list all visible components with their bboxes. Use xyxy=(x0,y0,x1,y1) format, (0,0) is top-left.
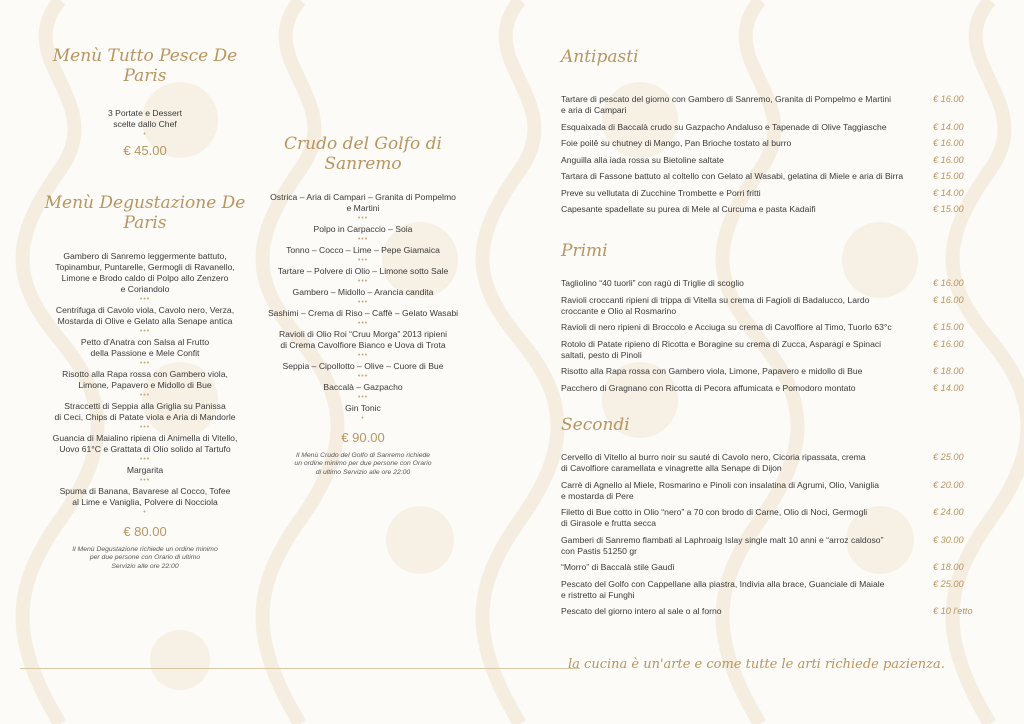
menu-item-description xyxy=(561,579,916,601)
menu-item-line: Tagliolino “40 tuorli” con ragù di Triglie di scoglio xyxy=(561,278,744,288)
separator-dots: ••• xyxy=(357,215,369,222)
crudo-price: € 90.00 xyxy=(341,430,385,445)
crudo-item: Tartare – Polvere di Olio – Limone sotto Sale xyxy=(277,266,449,276)
degustazione-item: Guancia di Maialino ripiena di Animella di Vitello, Uovo 61°C e Grattata di Olio solido al Tartufo xyxy=(52,433,238,454)
menu-item-line: Pacchero di Gragnano con Ricotta di Pecora affumicata e Pomodoro montato xyxy=(561,382,856,393)
menu-item-description xyxy=(561,383,916,394)
separator-dots: ••• xyxy=(357,278,369,285)
menu-item-price: € 16.00 xyxy=(933,138,964,148)
menu-item-price: € 15.00 xyxy=(933,204,964,214)
secondi-title: Secondi xyxy=(561,415,630,435)
degustazione-price: € 80.00 xyxy=(123,524,167,539)
menu-item-line: di Cavolfiore caramellata e vinagrette alla Senape di Dijon xyxy=(561,463,782,473)
crudo-item: Seppia – Cipollotto – Olive – Cuore di Bue xyxy=(282,361,444,371)
menu-item-description xyxy=(561,94,916,116)
menu-item-price: € 15.00 xyxy=(933,322,964,332)
menu-degustazione xyxy=(40,193,250,571)
menu-item-description xyxy=(561,366,916,377)
footer-divider xyxy=(20,668,580,669)
menu-item-description xyxy=(561,171,916,182)
menu-item-price: € 24.00 xyxy=(933,507,964,517)
menu-item-description xyxy=(561,606,916,617)
menu-item-line: Cervello di Vitello al burro noir su sauté di Cavolo nero, Cicoria ripassata, crema xyxy=(561,452,866,462)
menu-item-line: Ravioli di nero ripieni di Broccolo e Acciuga su crema di Cavolfiore al Timo, Tuorlo 63°c xyxy=(561,322,892,332)
menu-item-price: € 16.00 xyxy=(933,278,964,288)
menu-item-description xyxy=(561,278,916,289)
menu-item-price: € 30.00 xyxy=(933,534,964,545)
menu-item-price: € 18.00 xyxy=(933,562,964,572)
menu-item-line: Tartare di pescato del giorno con Gambero di Sanremo, Granita di Pompelmo e Martini xyxy=(561,94,892,104)
menu-item-line: Esquaixada di Baccalà crudo su Gazpacho Andaluso e Tapenade di Olive Taggiasche xyxy=(561,121,887,132)
menu-item-line: Foie poilê su chutney di Mango, Pan Brioche tostato al burro xyxy=(561,138,792,148)
menu-item-line: Gamberi di Sanremo flambati al Laphroaig Islay single malt 10 anni e “arroz caldoso” xyxy=(561,534,884,545)
degustazione-item: Spuma di Banana, Bavarese al Cocco, Tofee al Lime e Vaniglia, Polvere di Nocciola xyxy=(59,486,231,507)
menu-item-description xyxy=(561,122,916,133)
menu-item-price: € 14.00 xyxy=(933,121,964,132)
menu-item-description xyxy=(561,452,916,474)
separator-dots: ••• xyxy=(139,328,151,335)
separator-dots: ••• xyxy=(357,320,369,327)
degustazione-item: Straccetti di Seppia alla Griglia su Panissa di Ceci, Chips di Patate viola e Aria di Mandorle xyxy=(54,401,236,422)
degustazione-item: Petto d'Anatra con Salsa al Frutto della Passione e Mele Confit xyxy=(80,337,210,358)
degustazione-note: Il Menù Degustazione richiede un ordine minimo per due persone con Orario di ultimo Servizio alle ore 22:00 xyxy=(72,546,218,570)
menu-item-line: croccante e Olio al Rosmarino xyxy=(561,305,677,316)
crudo-item: Tonno – Cocco – Lime – Pepe Giamaica xyxy=(286,245,440,255)
menu-item-line: Anguilla alla iada rossa su Bietoline saltate xyxy=(561,154,724,165)
menu-item-description xyxy=(561,507,916,529)
degustazione-item: Risotto alla Rapa rossa con Gambero viola, Limone, Papavero e Midollo di Bue xyxy=(62,369,228,390)
menu-item-line: Tartara di Fassone battuto al coltello con Gelato al Wasabi, gelatina di Miele e aria di Birra xyxy=(561,171,904,181)
menu-item-description xyxy=(561,155,916,166)
menu-item-price: € 25.00 xyxy=(933,452,964,462)
menu-item-line: e mostarda di Pere xyxy=(561,490,634,501)
degustazione-title: Menù Degustazione De Paris xyxy=(44,193,246,233)
crudo-item: Baccalà – Gazpacho xyxy=(323,382,403,392)
separator-dots: ••• xyxy=(139,296,151,303)
separator-dots: ••• xyxy=(357,299,369,306)
menu-item-price: € 14.00 xyxy=(933,382,964,393)
separator-dots: ••• xyxy=(357,257,369,264)
menu-item-description xyxy=(561,138,916,149)
separator-dot: • xyxy=(143,509,147,516)
separator-dots: ••• xyxy=(357,373,369,380)
separator-dots: ••• xyxy=(139,477,151,484)
separator-dots: ••• xyxy=(139,360,151,367)
menu-item-price: € 25.00 xyxy=(933,578,964,589)
menu-item-line: e ristretto ai Funghi xyxy=(561,589,635,600)
separator-dots: ••• xyxy=(139,424,151,431)
menu-item-description xyxy=(561,322,916,333)
menu-item-line: “Morro” di Baccalà stile Gaudì xyxy=(561,562,675,572)
antipasti-title: Antipasti xyxy=(561,47,639,67)
menu-item-description xyxy=(561,339,916,361)
degustazione-item: Gambero di Sanremo leggermente battuto, Topinambur, Puntarelle, Germogli di Ravanello, Limone e Brodo caldo di Polpo allo Zenzero e Coriandolo xyxy=(55,251,235,294)
menu-item-line: Risotto alla Rapa rossa con Gambero viola, Limone, Papavero e midollo di Bue xyxy=(561,366,863,376)
crudo-item: Gambero – Midollo – Arancia candita xyxy=(292,287,434,297)
degustazione-item: Margarita xyxy=(126,465,164,475)
separator-dots: ••• xyxy=(139,456,151,463)
menu-item-description xyxy=(561,535,916,557)
separator-dots: ••• xyxy=(139,392,151,399)
crudo-item: Sashimi – Crema di Riso – Caffè – Gelato Wasabi xyxy=(267,308,459,318)
menu-item-price: € 20.00 xyxy=(933,479,964,490)
separator-dots: ••• xyxy=(357,394,369,401)
menu-crudo xyxy=(258,134,468,477)
menu-item-description xyxy=(561,295,916,317)
crudo-item: Ostrica – Aria di Campari – Granita di Pompelmo e Martini xyxy=(270,192,456,213)
menu-item-line: e aria di Campari xyxy=(561,105,627,115)
separator-dot: • xyxy=(143,131,147,138)
menu-item-line: Preve su vellutata di Zucchine Trombette e Porri fritti xyxy=(561,187,761,198)
carta-section xyxy=(561,0,981,724)
menu-tutto-pesce xyxy=(50,46,240,159)
menu-item-price: € 16.00 xyxy=(933,94,964,104)
separator-dot: • xyxy=(361,415,365,422)
menu-item-price: € 16.00 xyxy=(933,338,964,349)
menu-item-line: Capesante spadellate su purea di Mele al Curcuma e pasta Kadaifi xyxy=(561,204,816,214)
separator-dots: ••• xyxy=(357,352,369,359)
menu-item-line: Rotolo di Patate ripieno di Ricotta e Boragine su crema di Zucca, Asparagi e Spinaci xyxy=(561,338,882,349)
tutto-pesce-line-2: scelte dallo Chef xyxy=(113,119,177,129)
menu-item-description xyxy=(561,188,916,199)
menu-item-price: € 18.00 xyxy=(933,366,964,376)
crudo-note: Il Menù Crudo del Golfo di Sanremo richiede un ordine minimo per due persone con Orario di ultimo Servizio alle ore 22:00 xyxy=(294,452,432,476)
menu-item-line: con Pastis 51250 gr xyxy=(561,545,637,556)
menu-item-line: Ravioli croccanti ripieni di trippa di Vitella su crema di Fagioli di Badalucco, Lardo xyxy=(561,294,870,305)
tutto-pesce-line-1: 3 Portate e Dessert xyxy=(107,108,183,118)
tutto-pesce-price: € 45.00 xyxy=(123,143,167,158)
primi-title: Primi xyxy=(561,241,608,261)
menu-item-line: Carrè di Agnello al Miele, Rosmarino e Pinoli con insalatina di Agrumi, Olio, Vaniglia xyxy=(561,479,879,490)
separator-dots: ••• xyxy=(357,236,369,243)
degustazione-item: Centrifuga di Cavolo viola, Cavolo nero, Verza, Mostarda di Olive e Gelato alla Senape antica xyxy=(55,305,235,326)
menu-item-description xyxy=(561,204,916,215)
menu-item-price: € 10 l'etto xyxy=(933,606,973,616)
menu-item-price: € 16.00 xyxy=(933,154,964,165)
menu-item-description xyxy=(561,562,916,573)
menu-item-price: € 14.00 xyxy=(933,187,964,198)
menu-item-price: € 15.00 xyxy=(933,171,964,181)
menu-item-line: Pescato del Golfo con Cappellane alla piastra, Indivia alla brace, Guanciale di Maiale xyxy=(561,578,885,589)
crudo-item: Ravioli di Olio Roi “Cruu Morga” 2013 ripieni di Crema Cavolfiore Bianco e Uova di Trota xyxy=(278,329,448,350)
crudo-item: Polpo in Carpaccio – Soia xyxy=(313,224,413,234)
menu-item-line: di Girasole e frutta secca xyxy=(561,518,657,528)
crudo-item: Gin Tonic xyxy=(345,403,381,413)
menu-item-description xyxy=(561,480,916,502)
menu-item-price: € 16.00 xyxy=(933,294,964,305)
tutto-pesce-title: Menù Tutto Pesce De Paris xyxy=(52,46,238,86)
menu-item-line: saltati, pesto di Pinoli xyxy=(561,349,642,360)
menu-item-line: Pescato del giorno intero al sale o al forno xyxy=(561,606,722,616)
menu-item-line: Filetto di Bue cotto in Olio “nero” a 70 con brodo di Carne, Olio di Noci, Germogli xyxy=(561,507,868,517)
crudo-title: Crudo del Golfo di Sanremo xyxy=(284,134,442,174)
footer-quote: la cucina è un'arte e come tutte le arti richiede pazienza. xyxy=(568,657,945,672)
